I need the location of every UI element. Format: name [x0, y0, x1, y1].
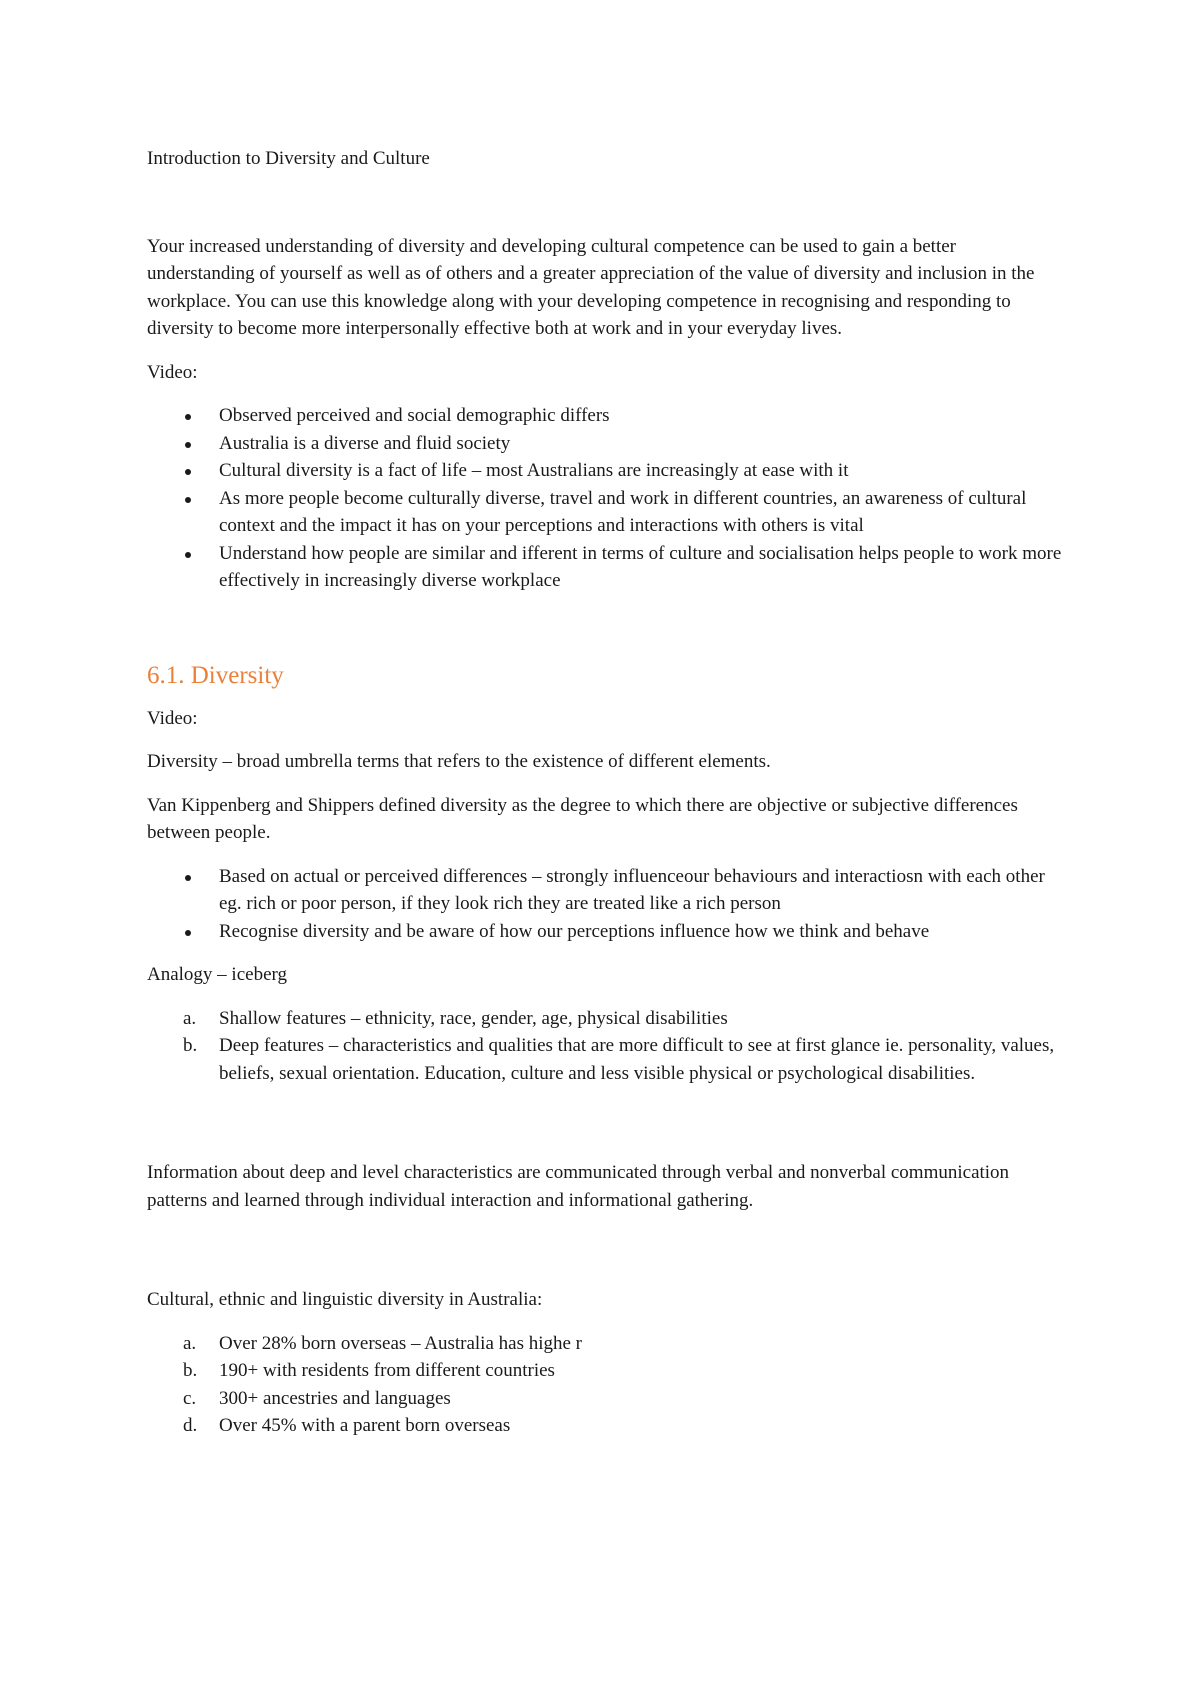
video-label: Video: — [147, 707, 198, 729]
list-item-text: Australia is a diverse and fluid society — [219, 432, 511, 454]
analogy-label: Analogy – iceberg — [147, 964, 287, 985]
list-item-text: Based on actual or perceived differences – strongly influenceour behaviours and interactiosn with each other eg. rich or poor person, if they look rich they are treated like a rich person — [219, 865, 1045, 914]
document-title: Introduction to Diversity and Culture — [147, 148, 430, 169]
list-item-text: 300+ ancestries and languages — [219, 1387, 451, 1409]
australia-list — [147, 1330, 1067, 1440]
list-item — [147, 402, 1067, 430]
spacer — [147, 1103, 1067, 1159]
bullet-icon — [185, 930, 191, 936]
spacer — [147, 1230, 1067, 1286]
bullet-icon — [185, 442, 191, 448]
list-marker: d. — [183, 1415, 198, 1436]
list-item-text: Cultural diversity is a fact of life – most Australians are increasingly at ease with it — [219, 460, 849, 481]
list-item-text: Observed perceived and social demographic differs — [219, 405, 610, 426]
intro-paragraph: Your increased understanding of diversity and developing cultural competence can be used to gain a better understanding of yourself as well as of others and a greater appreciation of the value of diversity and inclusion in the workplace. You can use this knowledge along with your developing competence in recognising and responding to diversity to become more interpersonally effective both at work and in your everyday lives. — [147, 235, 1035, 339]
bullet-icon — [185, 552, 191, 558]
list-item — [147, 457, 1067, 485]
bullet-icon — [185, 414, 191, 420]
list-item-text: Over 28% born overseas – Australia has highe r — [219, 1332, 583, 1354]
list-item — [147, 485, 1067, 540]
list-item-text: Deep features – characteristics and qualities that are more difficult to see at first glance ie. personality, values, beliefs, sexual orientation. Education, culture and less visible physical or psychological disabilities. — [219, 1035, 1055, 1084]
australia-diversity-label: Cultural, ethnic and linguistic diversity in Australia: — [147, 1289, 543, 1310]
list-item-text: Recognise diversity and be aware of how our perceptions influence how we think and behave — [219, 920, 930, 942]
list-item-text: As more people become culturally diverse, travel and work in different countries, an awareness of cultural context and the impact it has on your perceptions and interactions with others is vital — [219, 487, 1027, 536]
list-item-text: Shallow features – ethnicity, race, gender, age, physical disabilities — [219, 1007, 728, 1029]
diversity-bullet-list — [147, 863, 1067, 946]
diversity-definition: Diversity – broad umbrella terms that refers to the existence of different elements. — [147, 751, 771, 772]
list-item-text: Understand how people are similar and ifferent in terms of culture and socialisation helps people to work more effectively in increasingly diverse workplace — [219, 542, 1062, 591]
list-marker: c. — [183, 1387, 197, 1409]
list-marker: b. — [183, 1360, 198, 1381]
list-item — [147, 1357, 1067, 1385]
list-marker: a. — [183, 1332, 197, 1354]
list-item — [147, 540, 1067, 595]
list-item-text: 190+ with residents from different countries — [219, 1360, 555, 1381]
information-paragraph: Information about deep and level characteristics are communicated through verbal and nonverbal communication patterns and learned through individual interaction and informational gathering. — [147, 1162, 1010, 1211]
list-item — [147, 1005, 1067, 1033]
list-item — [147, 918, 1067, 946]
list-marker: b. — [183, 1035, 198, 1056]
list-item — [147, 1412, 1067, 1440]
van-kippenberg-paragraph: Van Kippenberg and Shippers defined diversity as the degree to which there are objective or subjective differences between people. — [147, 794, 1018, 843]
bullet-icon — [185, 469, 191, 475]
list-item-text: Over 45% with a parent born overseas — [219, 1415, 511, 1436]
bullet-icon — [185, 875, 191, 881]
iceberg-list — [147, 1005, 1067, 1088]
bullet-icon — [185, 497, 191, 503]
section-heading: 6.1. Diversity — [147, 661, 284, 689]
document-body — [147, 145, 1067, 1456]
list-item — [147, 1330, 1067, 1358]
list-item — [147, 863, 1067, 918]
list-item — [147, 430, 1067, 458]
list-item — [147, 1032, 1067, 1087]
list-marker: a. — [183, 1007, 197, 1029]
video-label: Video: — [147, 361, 198, 383]
video-bullet-list — [147, 402, 1067, 595]
list-item — [147, 1385, 1067, 1413]
